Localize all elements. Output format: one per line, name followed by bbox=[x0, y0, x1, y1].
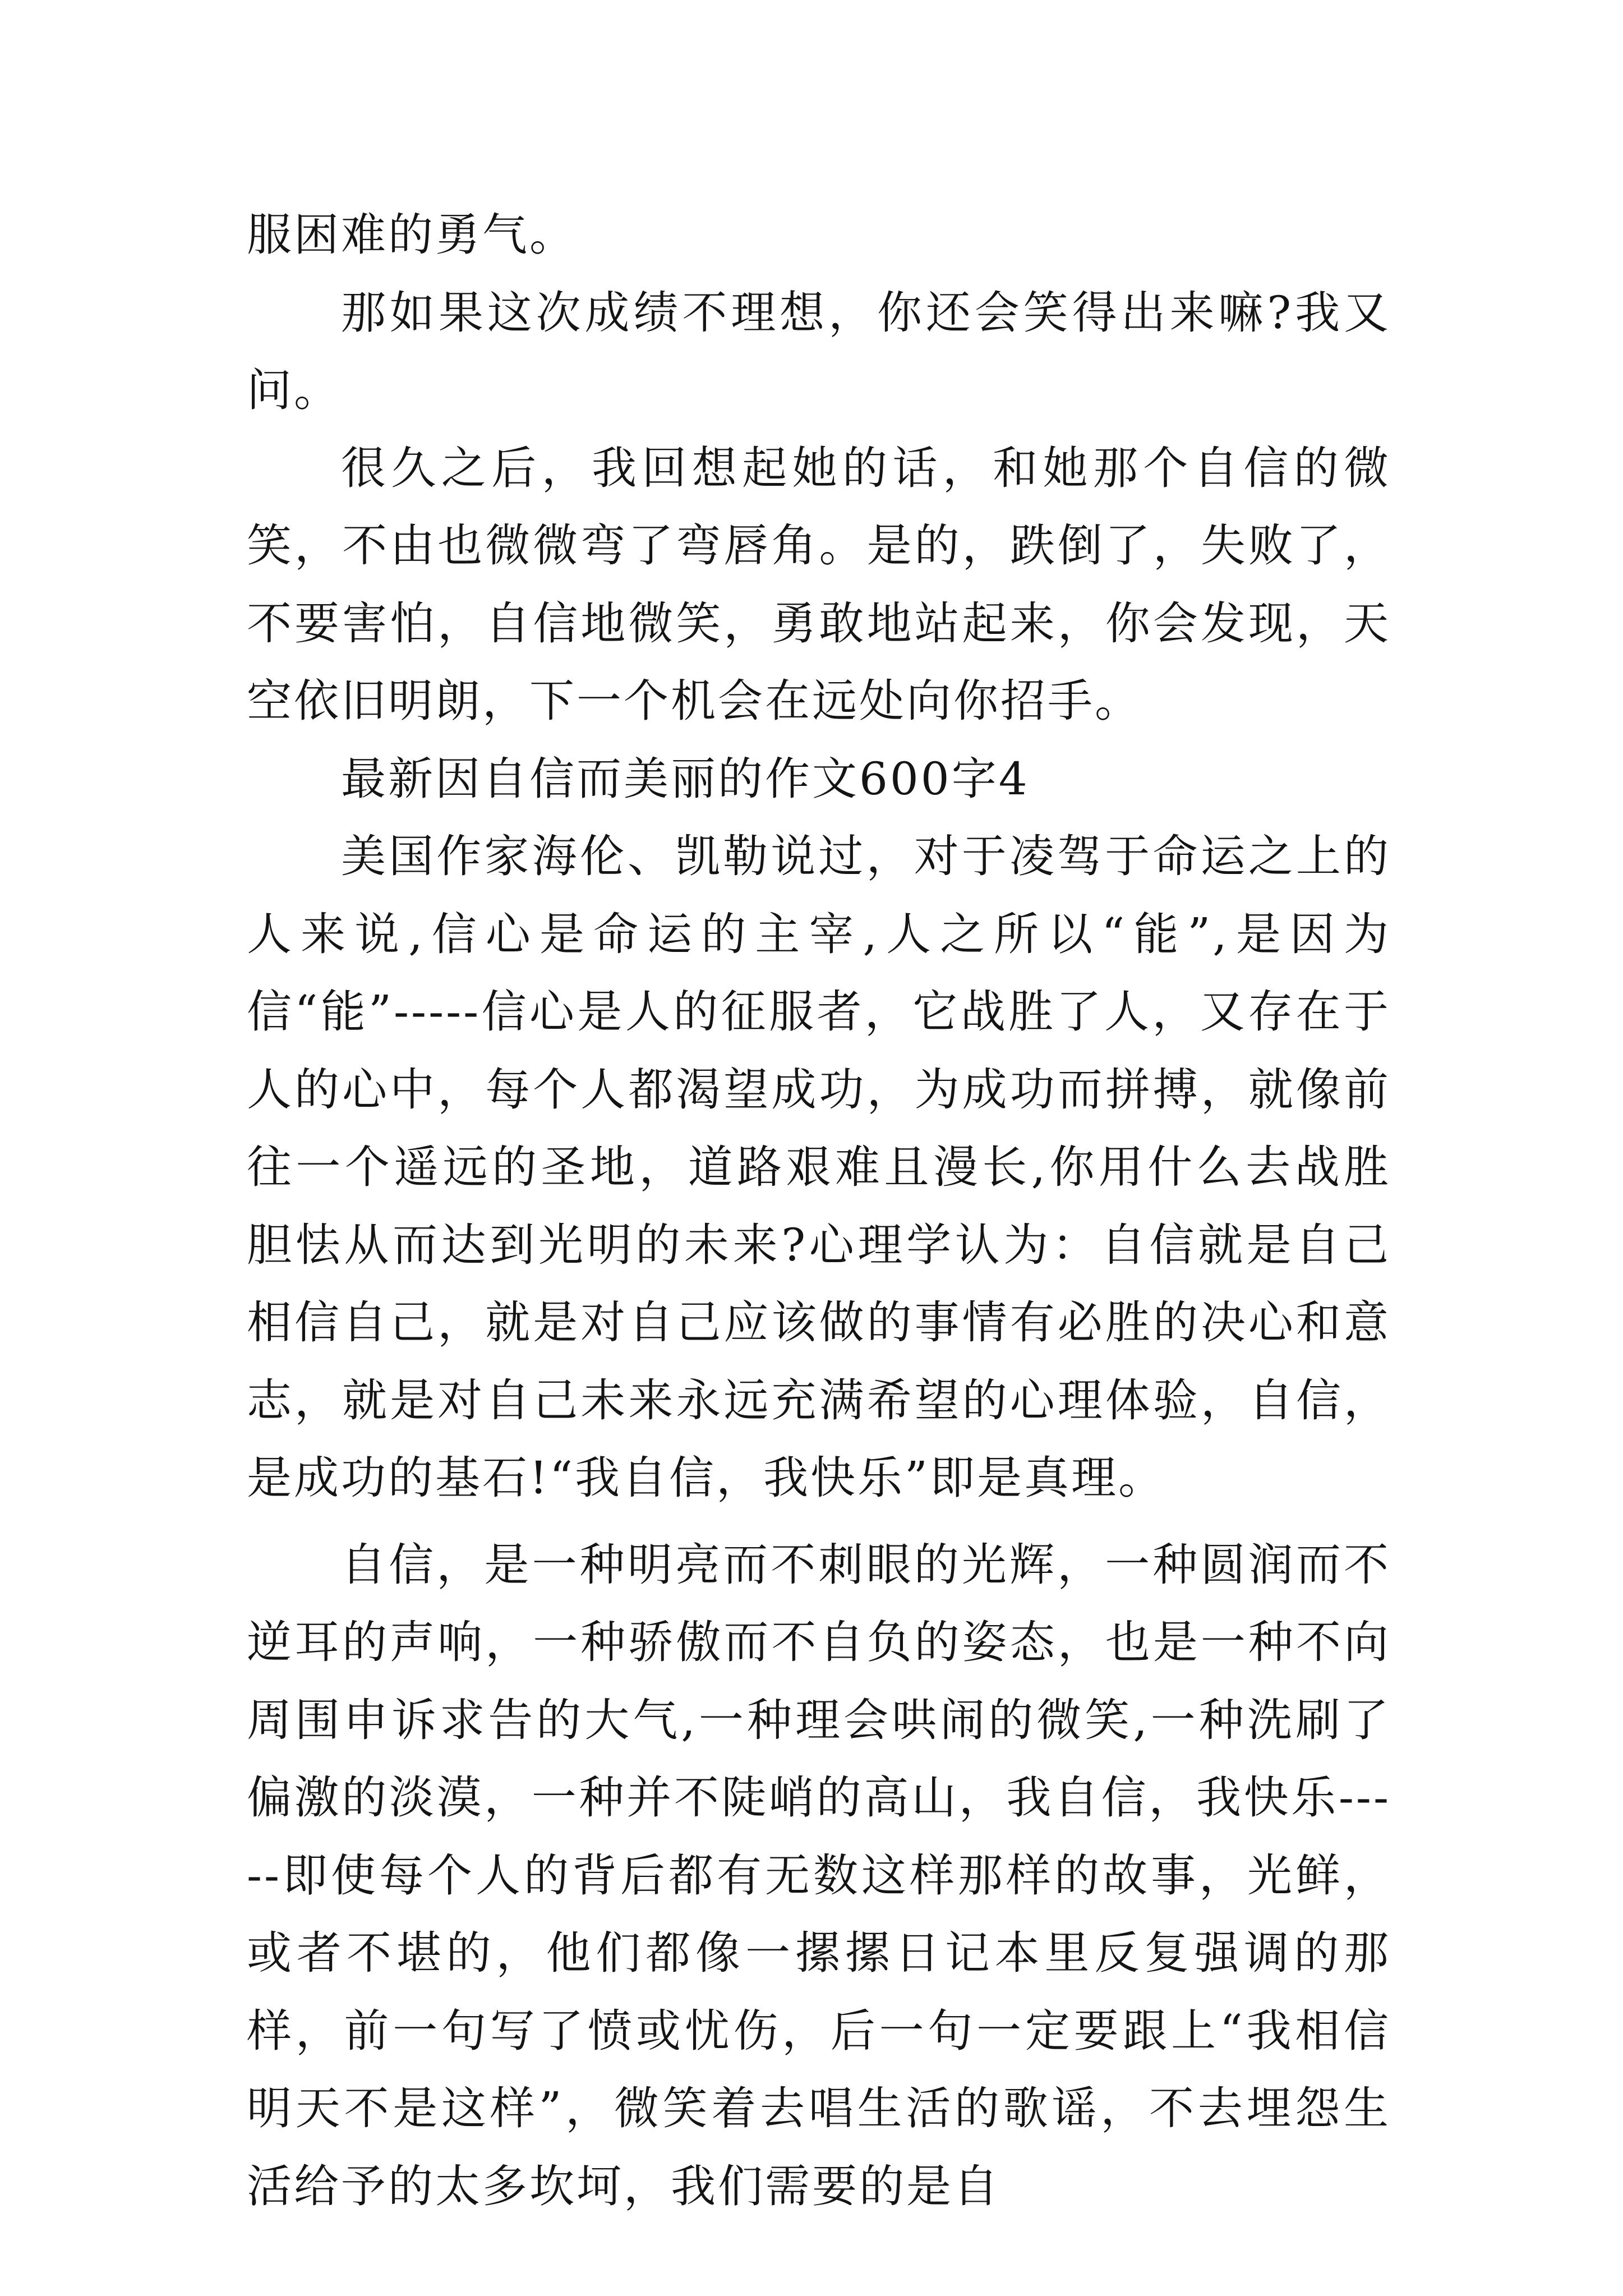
essay-heading: 最新因自信而美丽的作文600字4 bbox=[341, 752, 1030, 805]
document-body bbox=[247, 196, 1391, 2225]
paragraph-2: 那如果这次成绩不理想，你还会笑得出来嘛?我又问。 bbox=[247, 286, 1391, 416]
paragraph-1: 服困难的勇气。 bbox=[247, 209, 577, 261]
paragraph-5: 美国作家海伦、凯勒说过，对于凌驾于命运之上的人来说,信心是命运的主宰,人之所以“能”,是因为信“能”-----信心是人的征服者，它战胜了人，又存在于人的心中，每个人都渴望成功，为成功而拼搏，就像前往一个遥远的圣地，道路艰难且漫长,你用什么去战胜胆怯从而达到光明的未来?心理学认为：自信就是自己相信自己，就是对自己应该做的事情有必胜的决心和意志，就是对自己未来永远充满希望的心理体验，自信，是成功的基石!“我自信，我快乐”即是真理。 bbox=[247, 830, 1391, 1504]
paragraph-6: 自信，是一种明亮而不刺眼的光辉，一种圆润而不逆耳的声响，一种骄傲而不自负的姿态，也是一种不向周围申诉求告的大气,一种理会哄闹的微笑,一种洗刷了偏激的淡漠，一种并不陡峭的高山，我自信，我快乐-----即使每个人的背后都有无数这样那样的故事，光鲜，或者不堪的，他们都像一摞摞日记本里反复强调的那样，前一句写了愤或忧伤，后一句一定要跟上“我相信明天不是这样”，微笑着去唱生活的歌谣，不去埋怨生活给予的太多坎坷，我们需要的是自 bbox=[247, 1538, 1391, 2212]
paragraph-3: 很久之后，我回想起她的话，和她那个自信的微笑，不由也微微弯了弯唇角。是的，跌倒了，失败了，不要害怕，自信地微笑，勇敢地站起来，你会发现，天空依旧明朗，下一个机会在远处向你招手。 bbox=[247, 441, 1391, 727]
